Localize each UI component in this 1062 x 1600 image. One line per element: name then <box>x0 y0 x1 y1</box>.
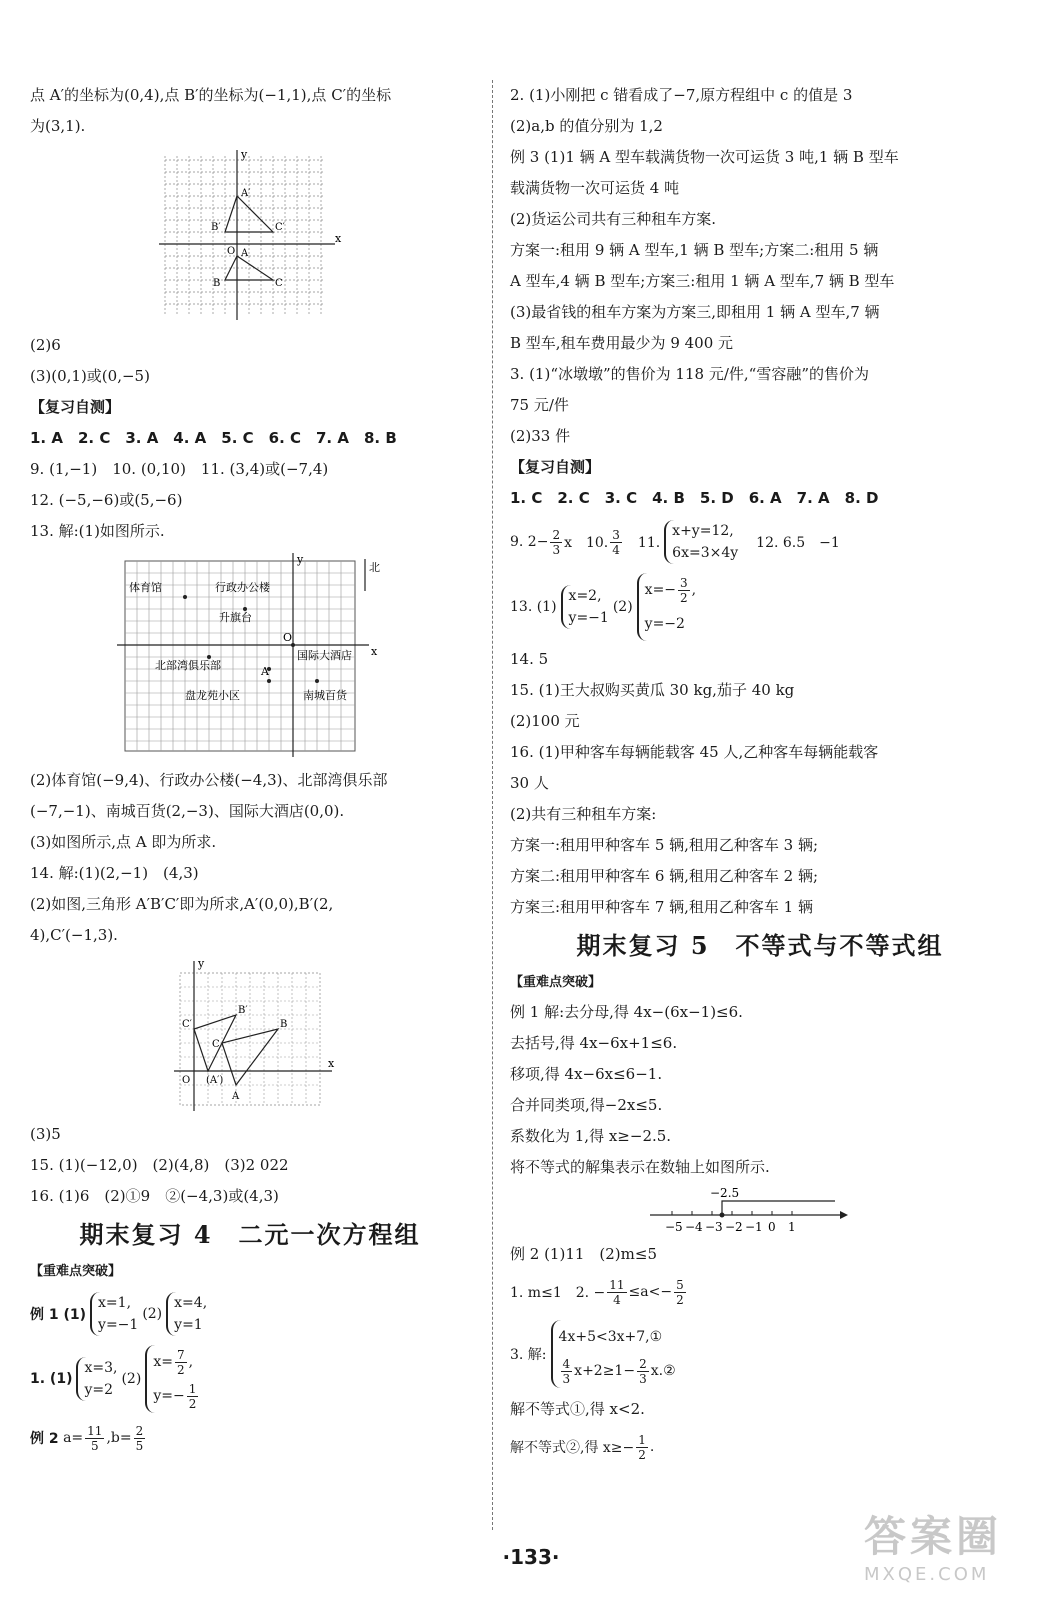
tick-label: −1 <box>745 1220 763 1234</box>
point-b1-label: B′ <box>238 1005 248 1016</box>
panlong-label: 盘龙苑小区 <box>185 689 240 702</box>
answer-line: (3)5 <box>30 1125 61 1143</box>
answer-line: (2)如图,三角形 A′B′C′即为所求,A′(0,0),B′(2, <box>30 895 334 913</box>
grid <box>165 156 325 316</box>
answer-line: 点 A′的坐标为(0,4),点 B′的坐标为(−1,1),点 C′的坐标 <box>30 86 392 104</box>
point-c-label: C <box>275 278 283 289</box>
answer-line: 13. 解:(1)如图所示. <box>30 522 165 540</box>
question-1: 1. (1) x=3, y=2 (2) x= $\frac{7}{2}$ , y=− $\frac{1}{2}$ <box>30 1342 470 1416</box>
point-a1-label: A′ <box>241 188 251 199</box>
answer-line: 1. A 2. C 3. A 4. A 5. C 6. C 7. A 8. B <box>30 429 397 447</box>
answer-line: (3)最省钱的租车方案为方案三,即租用 1 辆 A 型车,7 辆 <box>510 303 880 321</box>
answer-line: (2)货运公司共有三种租车方案. <box>510 210 717 228</box>
answer-line: 解不等式②,得 x≥− $\frac{1}{2}$ . <box>510 1432 655 1462</box>
answer-line: A 型车,4 辆 B 型车;方案三:租用 1 辆 A 型车,7 辆 B 型车 <box>510 272 895 290</box>
answer-line: 16. (1)甲种客车每辆能载客 45 人,乙种客车每辆能载客 <box>510 743 879 761</box>
section-heading: 【复习自测】 <box>30 398 121 416</box>
answer-line: 将不等式的解集表示在数轴上如图所示. <box>510 1158 770 1176</box>
x-label: x <box>328 1057 335 1070</box>
answer-13: 13. (1) x=2, y=−1 (2) x=− $\frac{3}{2}$ , y=−2 <box>510 570 1010 644</box>
club-label: 北部湾俱乐部 <box>155 659 221 672</box>
answer-line: 移项,得 4x−6x≤6−1. <box>510 1065 663 1083</box>
tick-label: −3 <box>705 1220 723 1234</box>
y-label: y <box>241 148 248 161</box>
answer-line: 4),C′(−1,3). <box>30 926 118 944</box>
equation-system: x=2, y=−1 <box>561 585 609 629</box>
endpoint-label: −2.5 <box>710 1186 740 1200</box>
inequality-system: 4x+5<3x+7,① $\frac{4}{3}$ x+2≥1− $\frac{2}{3}$ x.② <box>551 1320 676 1388</box>
equation-system: x=− $\frac{3}{2}$ , y=−2 <box>637 573 696 641</box>
answer-line: 例 1 解:去分母,得 4x−(6x−1)≤6. <box>510 1003 743 1021</box>
point-a-label: A <box>261 665 269 678</box>
example-2: 例 2 a= $\frac{11}{5}$ ,b= $\frac{2}{5}$ <box>30 1423 144 1453</box>
north-label: 北 <box>369 561 380 574</box>
origin-label: O <box>182 1075 191 1086</box>
equation-system: x= $\frac{7}{2}$ , y=− $\frac{1}{2}$ <box>145 1345 200 1413</box>
number-line <box>510 1183 1010 1235</box>
answer-line: 方案二:租用甲种客车 6 辆,租用乙种客车 2 辆; <box>510 867 819 885</box>
number-line-arrow <box>840 1211 848 1219</box>
equation-system: x=3, y=2 <box>76 1357 117 1401</box>
answer-line: 去括号,得 4x−6x+1≤6. <box>510 1034 678 1052</box>
section-heading: 【复习自测】 <box>510 458 601 476</box>
section-title-4: 期末复习 4 二元一次方程组 <box>79 1220 421 1249</box>
answer-line: (2)6 <box>30 336 61 354</box>
map-graph <box>115 551 385 761</box>
gym-label: 体育馆 <box>129 581 162 594</box>
answer-line: 9. (1,−1) 10. (0,10) 11. (3,4)或(−7,4) <box>30 460 329 478</box>
page-number: ·133· <box>502 1545 560 1569</box>
answer-line: 30 人 <box>510 774 549 792</box>
watermark: 答案圈 MXQE.COM <box>864 1512 1003 1585</box>
answer-line: 2. (1)小刚把 c 错看成了−7,原方程组中 c 的值是 3 <box>510 86 853 104</box>
left-column <box>30 80 470 1460</box>
x-label: x <box>335 232 342 245</box>
point-a1-label: (A′) <box>206 1075 224 1086</box>
tick-label: 0 <box>768 1220 776 1234</box>
answer-line: 12. (−5,−6)或(5,−6) <box>30 491 183 509</box>
answer-line: 75 元/件 <box>510 396 569 414</box>
solution-ray <box>722 1201 835 1215</box>
answer-line: 解不等式①,得 x<2. <box>510 1400 645 1418</box>
equation-system: x+y=12, 6x=3×4y <box>664 520 738 564</box>
point-a-label: A <box>232 1091 240 1102</box>
example-1: 例 1 (1) x=1, y=−1 (2) x=4, y=1 <box>30 1286 470 1342</box>
answer-line: 15. (1)王大叔购买黄瓜 30 kg,茄子 40 kg <box>510 681 795 699</box>
y-label: y <box>297 553 304 566</box>
answer-line: 15. (1)(−12,0) (2)(4,8) (3)2 022 <box>30 1156 289 1174</box>
coordinate-graph-3 <box>160 955 340 1115</box>
point-b1-label: B′ <box>211 222 221 233</box>
answer-line: (3)(0,1)或(0,−5) <box>30 367 150 385</box>
answer-line: (3)如图所示,点 A 即为所求. <box>30 833 217 851</box>
answers-1-2: 1. m≤1 2. − $\frac{11}{4}$ ≤a<− $\frac{5}{2}$ <box>510 1277 684 1307</box>
section-title-5: 期末复习 5 不等式与不等式组 <box>576 931 944 960</box>
y-label: y <box>198 957 205 970</box>
hotel-label: 国际大酒店 <box>297 649 352 662</box>
coordinate-graph-1 <box>155 146 345 326</box>
answer-line: (2)共有三种租车方案: <box>510 805 657 823</box>
answer-line: (2)体育馆(−9,4)、行政办公楼(−4,3)、北部湾俱乐部 <box>30 771 388 789</box>
point-a-label: A <box>241 248 249 259</box>
answer-line: 合并同类项,得−2x≤5. <box>510 1096 663 1114</box>
column-divider <box>492 80 493 1530</box>
answer-line: 方案一:租用 9 辆 A 型车,1 辆 B 型车;方案二:租用 5 辆 <box>510 241 879 259</box>
answer-line: 例 3 (1)1 辆 A 型车载满货物一次可运货 3 吨,1 辆 B 型车 <box>510 148 899 166</box>
answer-line: (−7,−1)、南城百货(2,−3)、国际大酒店(0,0). <box>30 802 345 820</box>
answer-line: 方案一:租用甲种客车 5 辆,租用乙种客车 3 辆; <box>510 836 819 854</box>
tick-label: 1 <box>788 1220 796 1234</box>
answer-line: B 型车,租车费用最少为 9 400 元 <box>510 334 734 352</box>
tick-label: −4 <box>685 1220 703 1234</box>
answer-line: 为(3,1). <box>30 117 86 135</box>
subsection-heading: 【重难点突破】 <box>30 1264 122 1279</box>
answer-3: 3. 解: 4x+5<3x+7,① $\frac{4}{3}$ x+2≥1− $\frac{2}{3}$ x.② <box>510 1314 1010 1394</box>
answer-line: 例 2 (1)11 (2)m≤5 <box>510 1245 657 1263</box>
answer-line: 3. (1)“冰墩墩”的售价为 118 元/件,“雪容融”的售价为 <box>510 365 869 383</box>
office-label: 行政办公楼 <box>215 581 270 594</box>
answer-line: 16. (1)6 (2)①9 ②(−4,3)或(4,3) <box>30 1187 279 1205</box>
answer-line: (2)33 件 <box>510 427 571 445</box>
subsection-heading: 【重难点突破】 <box>510 975 602 990</box>
answer-line: 方案三:租用甲种客车 7 辆,租用乙种客车 1 辆 <box>510 898 813 916</box>
answer-line: 14. 5 <box>510 650 549 668</box>
answer-line: 载满货物一次可运货 4 吨 <box>510 179 680 197</box>
tick-label: −5 <box>665 1220 683 1234</box>
answers-9-12: 9. 2− $\frac{2}{3}$ x 10. $\frac{3}{4}$ 11. x+y=12, 6x=3×4y 12. 6.5 −1 <box>510 514 1010 570</box>
point-b-label: B <box>213 278 221 289</box>
nancheng-label: 南城百货 <box>303 689 347 702</box>
answer-line: (2)100 元 <box>510 712 580 730</box>
right-column <box>510 80 1010 1469</box>
x-label: x <box>371 645 378 658</box>
answer-line: 系数化为 1,得 x≥−2.5. <box>510 1127 672 1145</box>
equation-system: x=4, y=1 <box>166 1292 207 1336</box>
tick-label: −2 <box>725 1220 743 1234</box>
point-c-label: C <box>212 1039 220 1050</box>
answer-line: (2)a,b 的值分别为 1,2 <box>510 117 663 135</box>
origin-label: O <box>283 631 293 644</box>
point-c1-label: C′ <box>275 222 285 233</box>
point-b-label: B <box>280 1019 288 1030</box>
origin-label: O <box>227 246 236 257</box>
answer-line: 1. C 2. C 3. C 4. B 5. D 6. A 7. A 8. D <box>510 489 879 507</box>
point-c1-label: C′ <box>182 1019 192 1030</box>
flag-label: 升旗台 <box>219 611 252 624</box>
equation-system: x=1, y=−1 <box>90 1292 138 1336</box>
answer-line: 14. 解:(1)(2,−1) (4,3) <box>30 864 199 882</box>
